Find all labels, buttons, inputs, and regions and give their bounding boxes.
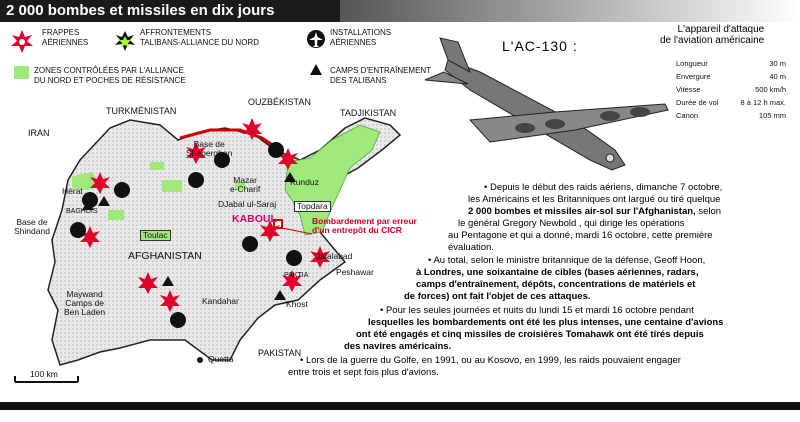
- legend-clashes-label: AFFRONTEMENTS TALIBANS-ALLIANCE DU NORD: [140, 28, 259, 47]
- spec-value: 40 m: [769, 72, 786, 81]
- city-sheberghan: Base de Sheberghan: [186, 139, 233, 158]
- city-mazar: Mazar e-Charif: [230, 175, 261, 194]
- spec-label: Durée de vol: [676, 98, 719, 107]
- city-quetta: Quetta: [208, 354, 234, 364]
- text-p1g: évaluation.: [448, 242, 494, 253]
- text-p4a: • Lors de la guerre du Golfe, en 1991, ou au Kosovo, en 1999, les raids pouvaient engager: [300, 355, 681, 366]
- aircraft-name: L'AC-130 :: [502, 38, 578, 54]
- label-tajikistan: TADJIKISTAN: [340, 108, 397, 118]
- page-title: 2 000 bombes et missiles en dix jours: [0, 0, 340, 22]
- text-p2a: • Au total, selon le ministre britannique de la défense, Geoff Hoon,: [428, 255, 706, 266]
- city-topdara: Topdara: [294, 201, 331, 212]
- bottom-rule: [0, 402, 800, 410]
- city-peshawar: Peshawar: [336, 267, 374, 277]
- cicr-note: Bombardement par erreur d'un entrepôt du CICR: [312, 216, 417, 235]
- scale-label: 100 km: [30, 369, 58, 379]
- spec-value: 105 mm: [758, 111, 786, 120]
- region-paktia: PAKTIA: [284, 272, 309, 279]
- city-kaboul: KABOUL: [232, 213, 277, 225]
- city-jalalabad: Jalalabad: [316, 251, 353, 261]
- text-p3d: des navires américains.: [344, 341, 452, 352]
- city-djabal: DJabal ul-Saraj: [218, 199, 277, 209]
- spec-label: Longueur: [676, 59, 708, 68]
- city-herat: Hérat: [62, 186, 83, 196]
- text-p3a: • Pour les seules journées et nuits du lundi 15 et mardi 16 octobre pendant: [380, 305, 694, 316]
- city-khost: Khost: [286, 299, 308, 309]
- text-p1f: au Pentagone et qui a donné, mardi 16 octobre, cette première: [448, 230, 713, 241]
- legend-zones-label: ZONES CONTRÔLÉES PAR L'ALLIANCE DU NORD ET POCHES DE RÉSISTANCE: [34, 66, 186, 85]
- label-uzbekistan: OUZBÉKISTAN: [248, 97, 311, 107]
- text-p1c: 2 000 bombes et missiles air-sol sur l'Afghanistan,: [468, 206, 696, 217]
- text-p2d: de forces) ont fait l'objet de ces attaques.: [404, 291, 591, 302]
- aircraft-caption: L'appareil d'attaque de l'aviation américaine: [660, 24, 765, 46]
- spec-value: 30 m: [769, 59, 786, 68]
- text-p3b: lesquelles les bombardements ont été les plus intenses, une centaine d'avions: [368, 317, 724, 328]
- label-pakistan: PAKISTAN: [258, 348, 302, 358]
- legend-airbases-label: INSTALLATIONS AÉRIENNES: [330, 28, 392, 47]
- text-p1d: selon: [695, 206, 722, 217]
- city-shindand: Base de Shindand: [14, 217, 50, 236]
- text-p4b: entre trois et sept fois plus d'avions.: [288, 367, 439, 378]
- text-p2b: à Londres, une soixantaine de cibles (bases aériennes, radars,: [416, 267, 699, 278]
- text-p3c: ont été engagés et cinq missiles de croisières Tomahawk ont été tirés depuis: [356, 329, 704, 340]
- region-baghdis: BAGHDIS: [66, 208, 98, 215]
- spec-label: Envergure: [676, 72, 711, 81]
- spec-label: Vitesse: [676, 85, 701, 94]
- city-kunduz: Kunduz: [290, 177, 319, 187]
- spec-label: Canon: [676, 111, 699, 120]
- label-iran: IRAN: [28, 128, 50, 138]
- city-kandahar: Kandahar: [202, 296, 239, 306]
- city-maywand: Maywand Camps de Ben Laden: [64, 289, 106, 317]
- city-toulac: Toulac: [140, 230, 171, 241]
- text-p1b: les Américains et les Britanniques ont largué ou tiré quelque: [468, 194, 721, 205]
- text-p1a: • Depuis le début des raids aériens, dimanche 7 octobre,: [484, 182, 723, 193]
- text-p2c: camps d'entraînement, dépôts, concentrations de matériels et: [416, 279, 696, 290]
- legend-camps-label: CAMPS D'ENTRAÎNEMENT DES TALIBANS: [330, 66, 432, 85]
- spec-value: 500 km/h: [755, 85, 786, 94]
- spec-value: 8 à 12 h max.: [740, 98, 786, 107]
- label-turkmenistan: TURKMÉNISTAN: [106, 106, 177, 116]
- text-p1e: le général Gregory Newbold , qui dirige les opérations: [458, 218, 685, 229]
- label-afghanistan: AFGHANISTAN: [128, 250, 202, 262]
- legend-strikes-label: FRAPPES AÉRIENNES: [42, 28, 89, 47]
